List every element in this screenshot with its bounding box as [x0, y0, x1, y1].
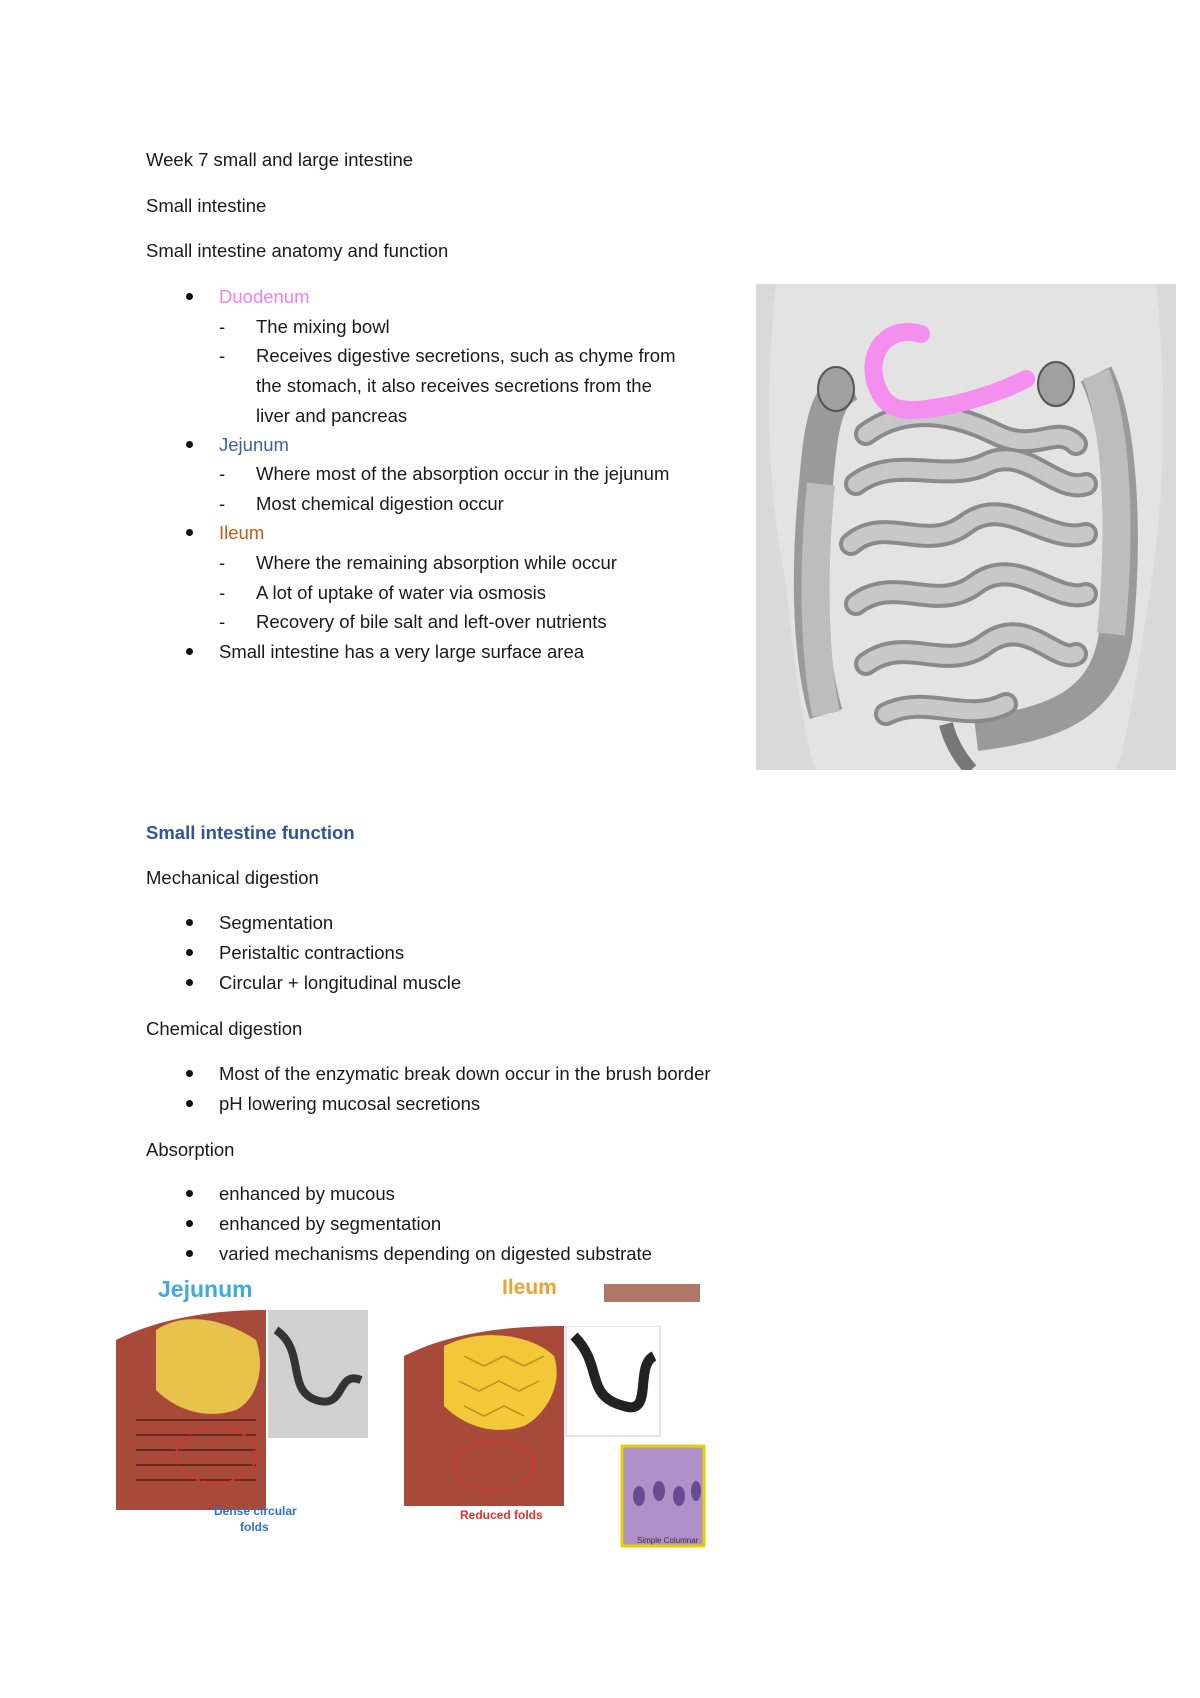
list-item: Peristaltic contractions	[219, 942, 405, 963]
dash: -	[219, 552, 226, 573]
subsection-heading: Small intestine anatomy and function	[146, 240, 449, 261]
dash: -	[219, 463, 226, 484]
bullet-dot	[186, 1250, 193, 1257]
jejunum-label: Jejunum	[219, 434, 289, 455]
list-item: the stomach, it also receives secretions from the	[256, 375, 652, 396]
list-item: Circular + longitudinal muscle	[219, 972, 462, 993]
colon-cut-right	[1038, 362, 1074, 406]
function-heading: Small intestine function	[146, 822, 355, 843]
ascending-colon-highlight	[816, 484, 826, 714]
bullet-dot	[186, 1100, 193, 1107]
bullet-dot	[186, 293, 193, 300]
list-item: Most of the enzymatic break down occur in the brush border	[219, 1063, 711, 1084]
doc-title: Week 7 small and large intestine	[146, 149, 414, 170]
folds-label: folds	[240, 1520, 269, 1534]
ileum-illustration	[404, 1326, 706, 1548]
intestine-diagram	[756, 284, 1176, 770]
duodenum-label: Duodenum	[219, 286, 310, 307]
list-item: Where most of the absorption occur in the jejunum	[256, 463, 670, 484]
section-heading: Small intestine	[146, 195, 267, 216]
jejunum-xray	[268, 1310, 368, 1438]
jejunum-mesentery	[156, 1319, 260, 1414]
bullet-dot	[186, 648, 193, 655]
dash: -	[219, 582, 226, 603]
list-item: Most chemical digestion occur	[256, 493, 504, 514]
list-item: liver and pancreas	[256, 405, 408, 426]
colon-cut-left	[818, 367, 854, 411]
list-item: Small intestine has a very large surface area	[219, 641, 585, 662]
dash: -	[219, 316, 226, 337]
bullet-dot	[186, 1190, 193, 1197]
dash: -	[219, 611, 226, 632]
chemical-label: Chemical digestion	[146, 1018, 303, 1039]
simple-columnar-label: Simple Columnar	[637, 1536, 699, 1545]
bullet-dot	[186, 529, 193, 536]
list-item: Recovery of bile salt and left-over nutrients	[256, 611, 607, 632]
ileum-thumbnail-fill	[604, 1284, 700, 1302]
list-item: pH lowering mucosal secretions	[219, 1093, 481, 1114]
bullet-dot	[186, 1220, 193, 1227]
ileum-figure-title: Ileum	[502, 1276, 557, 1299]
jejunum-figure-title: Jejunum	[158, 1276, 253, 1302]
list-item: The mixing bowl	[256, 316, 390, 337]
list-item: Segmentation	[219, 912, 334, 933]
list-item: Receives digestive secretions, such as chyme from	[256, 345, 676, 366]
bullet-dot	[186, 441, 193, 448]
mechanical-label: Mechanical digestion	[146, 867, 319, 888]
reduced-label: Reduced folds	[460, 1508, 543, 1522]
list-item: A lot of uptake of water via osmosis	[256, 582, 546, 603]
dash: -	[219, 493, 226, 514]
list-item: varied mechanisms depending on digested substrate	[219, 1243, 652, 1264]
bullet-dot	[186, 949, 193, 956]
jejunum-illustration	[116, 1310, 372, 1510]
bullet-dot	[186, 979, 193, 986]
absorption-label: Absorption	[146, 1139, 235, 1160]
list-item: enhanced by mucous	[219, 1183, 395, 1204]
bullet-dot	[186, 1070, 193, 1077]
list-item: Where the remaining absorption while occur	[256, 552, 617, 573]
ileum-thumbnail	[604, 1284, 700, 1302]
dash: -	[219, 345, 226, 366]
dense-label: Dense circular	[214, 1504, 297, 1518]
ileum-label: Ileum	[219, 522, 265, 543]
list-item: enhanced by segmentation	[219, 1213, 442, 1234]
bullet-dot	[186, 919, 193, 926]
